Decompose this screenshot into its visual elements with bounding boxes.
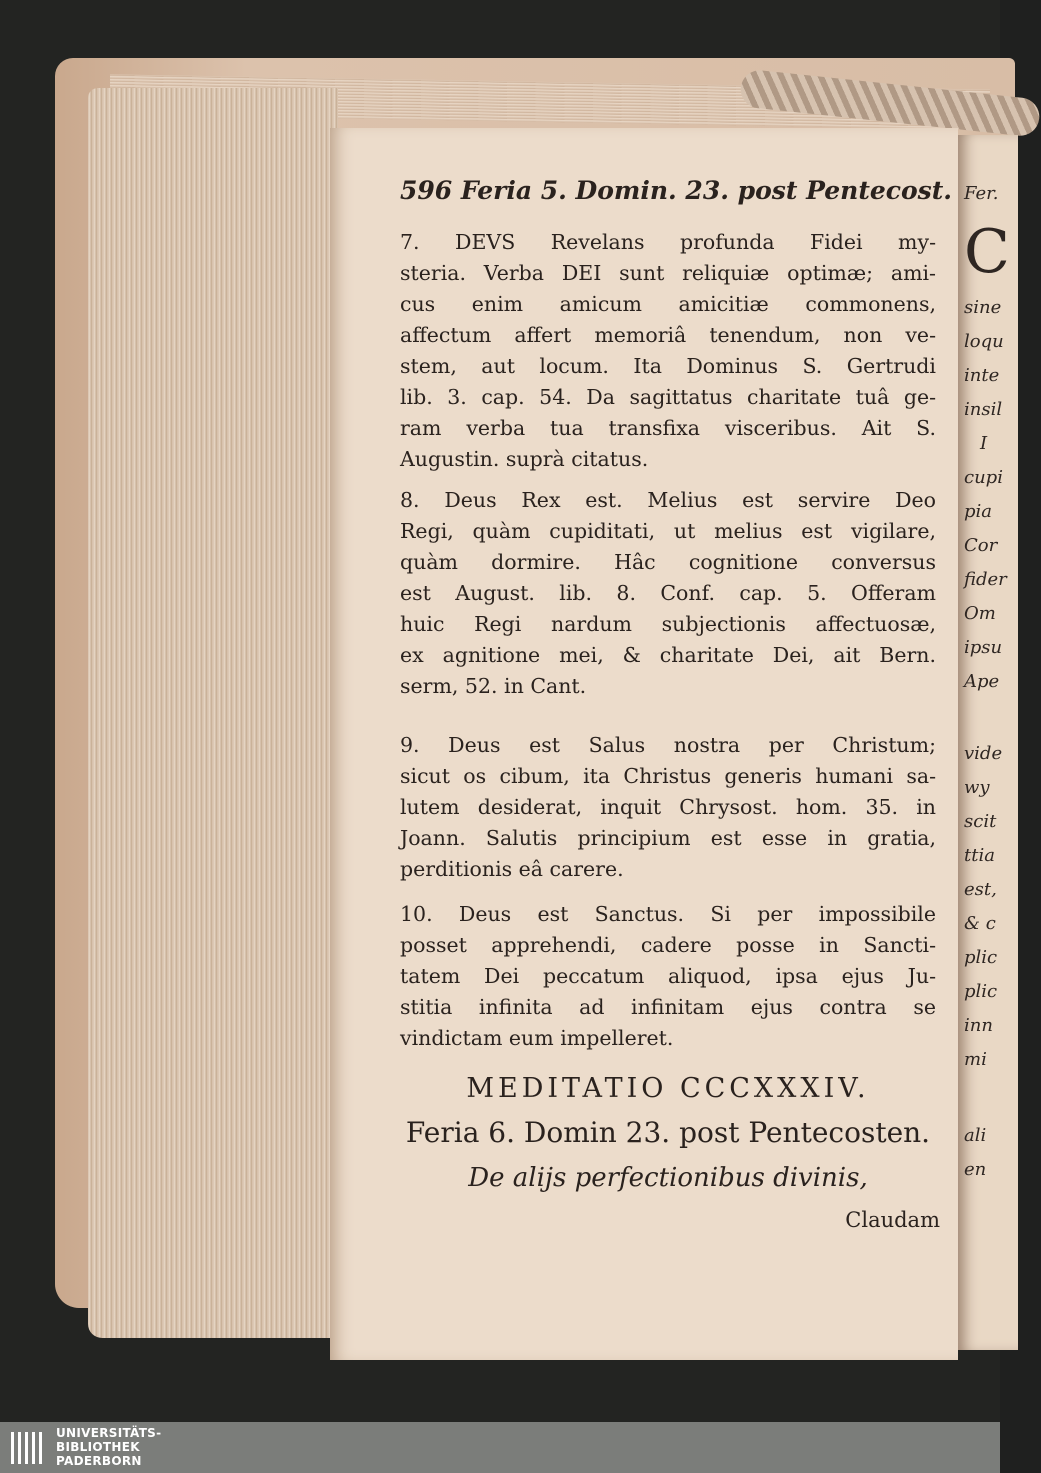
- facing-text: en: [964, 1159, 987, 1180]
- facing-text: Om: [964, 603, 996, 624]
- text-line: ram verba tua transfixa visceribus. Ait S.: [400, 416, 936, 440]
- text-line: stem, aut locum. Ita Dominus S. Gertrudi: [400, 354, 936, 378]
- text-line: serm, 52. in Cant.: [400, 674, 587, 698]
- meditation-heading: MEDITATIO CCCXXXIV.: [466, 1073, 870, 1104]
- facing-text: est,: [964, 879, 997, 900]
- text-line: Regi, quàm cupiditati, ut melius est vigilare,: [400, 519, 936, 543]
- facing-text: Ape: [964, 671, 1000, 692]
- library-name: [56, 1426, 161, 1468]
- facing-text: vide: [964, 743, 1003, 764]
- text-line: steria. Verba DEI sunt reliquiæ optimæ; ami-: [400, 261, 936, 285]
- text-line: cus enim amicum amicitiæ commonens,: [400, 292, 936, 316]
- facing-text: C: [964, 217, 1010, 287]
- text-line: 7. DEVS Revelans profunda Fidei my-: [400, 230, 936, 254]
- facing-text: inn: [964, 1015, 993, 1036]
- library-name-line: UNIVERSITÄTS-: [56, 1426, 162, 1440]
- facing-text: loqu: [964, 331, 1004, 352]
- text-line: affectum affert memoriâ tenendum, non ve-: [400, 323, 936, 347]
- facing-text: wy: [964, 777, 990, 798]
- library-name-line: PADERBORN: [56, 1454, 142, 1468]
- facing-text: sine: [964, 297, 1002, 318]
- text-line: ex agnitione mei, & charitate Dei, ait Bern.: [400, 643, 936, 667]
- text-line: vindictam eum impelleret.: [400, 1026, 674, 1050]
- running-header: 596 Feria 5. Domin. 23. post Pentecost.: [400, 176, 953, 205]
- text-line: 9. Deus est Salus nostra per Christum;: [400, 733, 936, 757]
- text-line: huic Regi nardum subjectionis affectuosæ,: [400, 612, 936, 636]
- text-line: tatem Dei peccatum aliquod, ipsa ejus Ju-: [400, 964, 936, 988]
- text-line: posset apprehendi, cadere posse in Sancti-: [400, 933, 936, 957]
- text-line: 10. Deus est Sanctus. Si per impossibile: [400, 902, 936, 926]
- text-line: quàm dormire. Hâc cognitione conversus: [400, 550, 936, 574]
- text-line: perditionis eâ carere.: [400, 857, 624, 881]
- meditation-subtitle: De alijs perfectionibus divinis,: [468, 1163, 868, 1193]
- facing-text: plic: [964, 947, 998, 968]
- text-line: sicut os cibum, ita Christus generis humani sa-: [400, 764, 936, 788]
- facing-text: scit: [964, 811, 997, 832]
- facing-text: Cor: [964, 535, 998, 556]
- facing-text: ali: [964, 1125, 987, 1146]
- facing-text: ipsu: [964, 637, 1003, 658]
- feria-heading: Feria 6. Domin 23. post Pentecosten.: [405, 1116, 931, 1149]
- text-line: Augustin. suprà citatus.: [400, 447, 649, 471]
- text-line: 8. Deus Rex est. Melius est servire Deo: [400, 488, 936, 512]
- facing-page-fragment: [958, 135, 1018, 1350]
- text-line: lutem desiderat, inquit Chrysost. hom. 35. in: [400, 795, 936, 819]
- facing-text: Fer.: [964, 183, 999, 204]
- facing-text: cupi: [964, 467, 1003, 488]
- facing-text: pia: [964, 501, 993, 522]
- facing-text: fider: [964, 569, 1007, 590]
- facing-text: plic: [964, 981, 998, 1002]
- library-footer-bar: [0, 1422, 1000, 1473]
- facing-text: ttia: [964, 845, 995, 866]
- page-block-edge: [88, 88, 338, 1338]
- library-logo-icon: [8, 1428, 48, 1468]
- facing-text: insil: [964, 399, 1003, 420]
- text-line: Joann. Salutis principium est esse in gratia,: [400, 826, 936, 850]
- text-line: est August. lib. 8. Conf. cap. 5. Offeram: [400, 581, 936, 605]
- facing-text: I: [980, 433, 988, 454]
- facing-text: & c: [964, 913, 996, 934]
- catchword: Claudam: [845, 1208, 940, 1232]
- facing-text: mi: [964, 1049, 987, 1070]
- text-line: stitia infinita ad infinitam ejus contra se: [400, 995, 936, 1019]
- library-name-line: BIBLIOTHEK: [56, 1440, 140, 1454]
- text-line: lib. 3. cap. 54. Da sagittatus charitate tuâ ge-: [400, 385, 936, 409]
- facing-text: inte: [964, 365, 1000, 386]
